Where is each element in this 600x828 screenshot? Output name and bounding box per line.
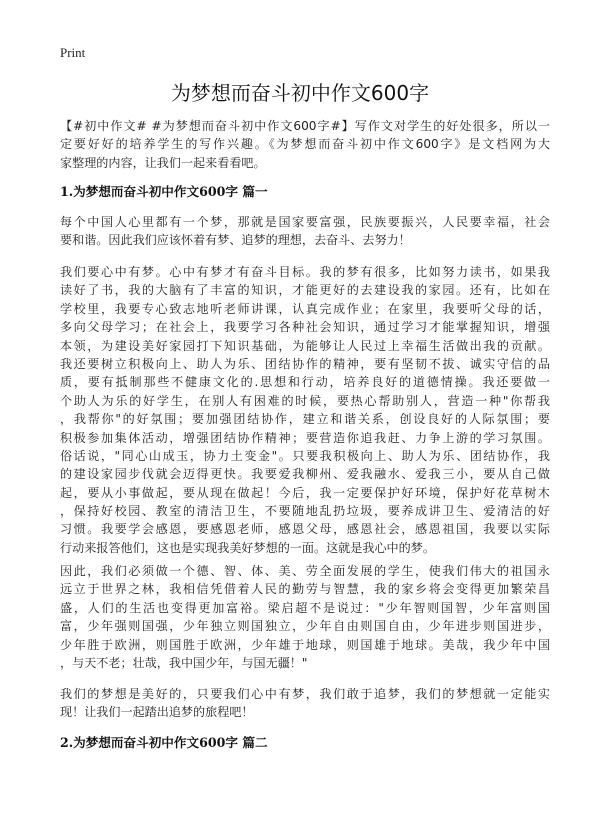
paragraph <box>60 685 550 722</box>
text-line: 我们要心中有梦。心中有梦才有奋斗目标。我的梦有很多，比如努力读书，如果我 <box>60 265 550 279</box>
text-line: 质，要有抵制那些不健康文化的.思想和行动，培养良好的道德情操。我还要做一 <box>60 375 550 390</box>
text-line: 【#初中作文# #为梦想而奋斗初中作文600字#】写作文对学生的好处很多，所以一 <box>60 119 550 133</box>
intro-paragraph <box>60 117 550 172</box>
text-line: 我还要树立积极向上、助人为乐、团结协作的精神，要有坚韧不拔、诚实守信的品 <box>60 356 550 371</box>
text-line: ，我帮你"的好氛围；要加强团结协作，建立和谐关系，创设良好的人际氛围；要 <box>60 412 550 427</box>
text-line: 行动来报答他们，这也是实现我美好梦想的一面。这就是我心中的梦。 <box>60 540 435 555</box>
paragraph <box>60 562 550 672</box>
text-line: 家整理的内容，让我们一起来看看吧。 <box>60 155 266 170</box>
paragraph <box>60 213 550 250</box>
paragraph <box>60 263 550 557</box>
text-line: ，保持好校园、教室的清洁卫生，不要随地乱扔垃圾，要养成讲卫生、爱清洁的好 <box>60 504 550 519</box>
text-line: 本领，为建设美好家园打下知识基础，为能够让人民过上幸福生活做出我的贡献。 <box>60 338 550 353</box>
section-heading-1: 1.为梦想而奋斗初中作文600字 篇一 <box>60 184 268 199</box>
text-line: 要和谐。因此我们应该怀着有梦、追梦的理想，去奋斗、去努力！ <box>60 233 411 248</box>
text-line: 起，要从小事做起，要从现在做起！今后，我一定要保护好环境，保护好花草树木 <box>60 485 550 500</box>
text-line: 少年胜于欧洲，则国胜于欧洲，少年雄于地球，则国雄于地球。美哉，我少年中国 <box>60 637 550 652</box>
print-link[interactable]: Print <box>60 45 86 60</box>
text-line: 俗话说，"同心山成玉，协力土变金"。只要我积极向上、助人为乐、团结协作，我 <box>60 448 550 463</box>
text-line: 富，少年强则国强，少年独立则国独立，少年自由则国自由，少年进步则国进步， <box>60 619 550 634</box>
text-line: 多向父母学习；在社会上，我要学习各种社会知识，通过学习才能掌握知识，增强 <box>60 320 550 335</box>
text-line: 学校里，我要专心致志地听老师讲课，认真完成作业；在家里，我要听父母的话， <box>60 301 550 316</box>
text-line: 远立于世界之林，我相信凭借着人民的勤劳与智慧，我的家乡将会变得更加繁荣昌 <box>60 582 550 597</box>
text-line: 每个中国人心里都有一个梦，那就是国家要富强，民族要振兴，人民要幸福，社会 <box>60 215 550 229</box>
text-line: 现！让我们一起踏出追梦的旅程吧！ <box>60 705 254 720</box>
text-line: 因此，我们必须做一个德、智、体、美、劳全面发展的学生，使我们伟大的祖国永 <box>60 564 550 578</box>
text-line: 的建设家园步伐就会迈得更快。我要爱我柳州、爱我融水、爱我三小，要从自己做 <box>60 467 550 482</box>
text-line: 盛，人们的生活也变得更加富裕。梁启超不是说过："少年智则国智，少年富则国 <box>60 600 550 615</box>
text-line: 定要好好的培养学生的写作兴趣。《为梦想而奋斗初中作文600字》是文档网为大 <box>60 137 550 152</box>
text-line: 积极参加集体活动，增强团结协作精神；要营造你追我赶、力争上游的学习氛围。 <box>60 430 550 445</box>
text-line: ，与天不老；壮哉，我中国少年，与国无疆！" <box>60 655 308 670</box>
text-line: 习惯。我要学会感恩，要感恩老师，感恩父母，感恩社会，感恩祖国，我要以实际 <box>60 522 550 537</box>
text-line: 读好了书，我的大脑有了丰富的知识，才能更好的去建设我的家园。还有，比如在 <box>60 283 550 298</box>
text-line: 个助人为乐的好学生，在别人有困难的时候，要热心帮助别人，营造一种"你帮我 <box>60 393 550 408</box>
page-title: 为梦想而奋斗初中作文600字 <box>170 81 430 105</box>
section-heading-2: 2.为梦想而奋斗初中作文600字 篇二 <box>60 735 268 750</box>
text-line: 我们的梦想是美好的，只要我们心中有梦，我们敢于追梦，我们的梦想就一定能实 <box>60 687 550 701</box>
